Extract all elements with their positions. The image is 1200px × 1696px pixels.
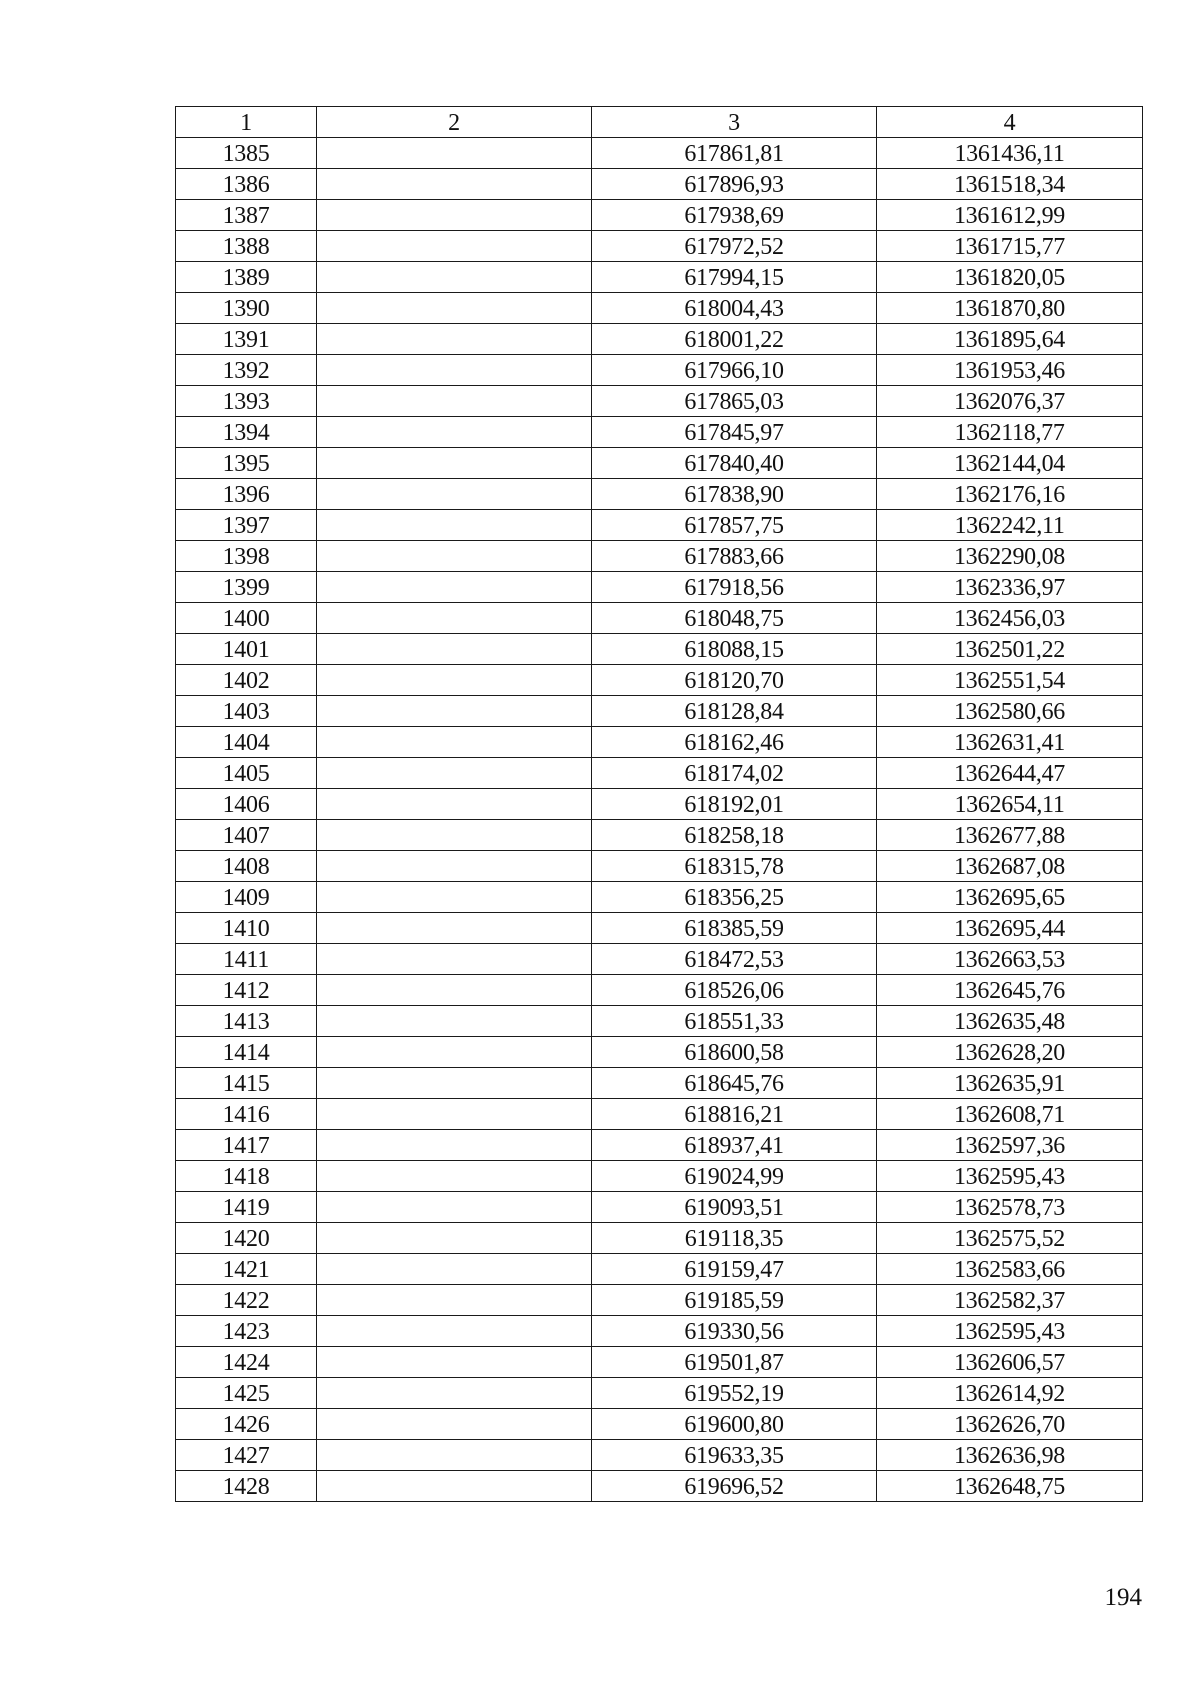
- table-cell-col-3: 619330,56: [592, 1316, 877, 1347]
- table-cell-col-3: 618315,78: [592, 851, 877, 882]
- table-cell-col-2: [317, 882, 592, 913]
- table-cell-col-1: 1426: [176, 1409, 317, 1440]
- table-cell-col-2: [317, 603, 592, 634]
- table-cell-col-3: 618162,46: [592, 727, 877, 758]
- table-cell-col-4: 1362695,65: [877, 882, 1143, 913]
- table-cell-col-1: 1410: [176, 913, 317, 944]
- table-cell-col-1: 1425: [176, 1378, 317, 1409]
- table-row: [176, 665, 1143, 696]
- table-cell-col-4: 1362501,22: [877, 634, 1143, 665]
- table-cell-col-3: 617861,81: [592, 138, 877, 169]
- table-cell-col-2: [317, 1161, 592, 1192]
- table-cell-col-4: 1362076,37: [877, 386, 1143, 417]
- table-cell-col-4: 1361953,46: [877, 355, 1143, 386]
- table-cell-col-4: 1362578,73: [877, 1192, 1143, 1223]
- table-cell-col-1: 1399: [176, 572, 317, 603]
- table-cell-col-3: 617883,66: [592, 541, 877, 572]
- table-cell-col-4: 1362654,11: [877, 789, 1143, 820]
- table-cell-col-2: [317, 944, 592, 975]
- table-cell-col-1: 1414: [176, 1037, 317, 1068]
- table-row: [176, 541, 1143, 572]
- table-cell-col-1: 1404: [176, 727, 317, 758]
- table-cell-col-3: 618120,70: [592, 665, 877, 696]
- table-cell-col-4: 1362583,66: [877, 1254, 1143, 1285]
- table-cell-col-3: 618174,02: [592, 758, 877, 789]
- table-cell-col-1: 1428: [176, 1471, 317, 1502]
- table-cell-col-2: [317, 541, 592, 572]
- table-cell-col-4: 1361715,77: [877, 231, 1143, 262]
- table-cell-col-4: 1362644,47: [877, 758, 1143, 789]
- table-cell-col-3: 619159,47: [592, 1254, 877, 1285]
- table-cell-col-2: [317, 231, 592, 262]
- table-cell-col-2: [317, 138, 592, 169]
- table-cell-col-3: 619024,99: [592, 1161, 877, 1192]
- table-cell-col-2: [317, 665, 592, 696]
- coordinates-table: [175, 106, 1143, 1502]
- table-cell-col-2: [317, 913, 592, 944]
- table-cell-col-3: 617857,75: [592, 510, 877, 541]
- table-row: [176, 169, 1143, 200]
- table-cell-col-4: 1362608,71: [877, 1099, 1143, 1130]
- table-body: [176, 107, 1143, 1502]
- table-row: [176, 448, 1143, 479]
- table-cell-col-3: 619501,87: [592, 1347, 877, 1378]
- table-cell-col-2: [317, 200, 592, 231]
- table-cell-col-3: 619600,80: [592, 1409, 877, 1440]
- table-cell-col-4: 1362336,97: [877, 572, 1143, 603]
- table-cell-col-3: 618816,21: [592, 1099, 877, 1130]
- table-cell-col-4: 1362597,36: [877, 1130, 1143, 1161]
- table-cell-col-2: [317, 696, 592, 727]
- table-cell-col-2: [317, 1285, 592, 1316]
- table-cell-col-4: 1362635,91: [877, 1068, 1143, 1099]
- table-cell-col-3: 617966,10: [592, 355, 877, 386]
- table-cell-col-3: 618048,75: [592, 603, 877, 634]
- table-cell-col-2: [317, 324, 592, 355]
- table-cell-col-2: [317, 1254, 592, 1285]
- table-cell-col-2: [317, 1223, 592, 1254]
- table-cell-col-4: 1362456,03: [877, 603, 1143, 634]
- table-row: [176, 696, 1143, 727]
- table-row: [176, 727, 1143, 758]
- table-cell-col-4: 1362631,41: [877, 727, 1143, 758]
- table-cell-col-3: 618472,53: [592, 944, 877, 975]
- table-cell-col-1: 1427: [176, 1440, 317, 1471]
- table-cell-col-4: 1362118,77: [877, 417, 1143, 448]
- table-cell-col-2: [317, 448, 592, 479]
- table-cell-col-2: [317, 634, 592, 665]
- table-cell-col-4: 1362663,53: [877, 944, 1143, 975]
- table-row: [176, 758, 1143, 789]
- table-row: [176, 572, 1143, 603]
- table-row: [176, 1316, 1143, 1347]
- table-cell-col-3: 619093,51: [592, 1192, 877, 1223]
- table-cell-col-1: 1397: [176, 510, 317, 541]
- table-row: [176, 944, 1143, 975]
- table-cell-col-2: [317, 975, 592, 1006]
- table-row: [176, 1006, 1143, 1037]
- table-cell-col-1: 1406: [176, 789, 317, 820]
- table-cell-col-1: 1393: [176, 386, 317, 417]
- table-cell-col-1: 1388: [176, 231, 317, 262]
- table-cell-col-3: 618526,06: [592, 975, 877, 1006]
- table-cell-col-2: [317, 417, 592, 448]
- table-cell-col-3: 617994,15: [592, 262, 877, 293]
- table-row: [176, 1161, 1143, 1192]
- table-cell-col-1: 1412: [176, 975, 317, 1006]
- table-cell-col-4: 1362144,04: [877, 448, 1143, 479]
- table-cell-col-2: [317, 1037, 592, 1068]
- table-cell-col-3: 619633,35: [592, 1440, 877, 1471]
- table-cell-col-3: 618645,76: [592, 1068, 877, 1099]
- table-row: [176, 1347, 1143, 1378]
- table-cell-col-2: [317, 851, 592, 882]
- table-row: [176, 510, 1143, 541]
- table-row: [176, 262, 1143, 293]
- table-cell-col-4: 1362635,48: [877, 1006, 1143, 1037]
- table-cell-col-2: [317, 1316, 592, 1347]
- table-cell-col-4: 1362551,54: [877, 665, 1143, 696]
- table-cell-col-3: 617896,93: [592, 169, 877, 200]
- table-cell-col-1: 1390: [176, 293, 317, 324]
- table-cell-col-3: 618128,84: [592, 696, 877, 727]
- table-cell-col-4: 1362595,43: [877, 1316, 1143, 1347]
- table-cell-col-4: 1362626,70: [877, 1409, 1143, 1440]
- table-row: [176, 1471, 1143, 1502]
- table-cell-col-2: [317, 820, 592, 851]
- table-header-row: [176, 107, 1143, 138]
- table-cell-col-3: 617972,52: [592, 231, 877, 262]
- table-row: [176, 417, 1143, 448]
- table-row: [176, 789, 1143, 820]
- table-cell-col-1: 1386: [176, 169, 317, 200]
- table-cell-col-1: 1411: [176, 944, 317, 975]
- table-cell-col-3: 618551,33: [592, 1006, 877, 1037]
- table-row: [176, 1037, 1143, 1068]
- table-cell-col-3: 619185,59: [592, 1285, 877, 1316]
- table-row: [176, 1130, 1143, 1161]
- table-cell-col-3: 618192,01: [592, 789, 877, 820]
- table-cell-col-2: [317, 169, 592, 200]
- table-cell-col-4: 1361612,99: [877, 200, 1143, 231]
- table-row: [176, 1254, 1143, 1285]
- table-cell-col-2: [317, 293, 592, 324]
- table-cell-col-2: [317, 1099, 592, 1130]
- table-cell-col-3: 617845,97: [592, 417, 877, 448]
- table-row: [176, 851, 1143, 882]
- table-cell-col-3: 618356,25: [592, 882, 877, 913]
- table-cell-col-3: 618258,18: [592, 820, 877, 851]
- table-row: [176, 1378, 1143, 1409]
- table-row: [176, 479, 1143, 510]
- table-cell-col-1: 1395: [176, 448, 317, 479]
- header-cell-col-1: 1: [176, 107, 317, 138]
- table-cell-col-3: 617865,03: [592, 386, 877, 417]
- table-row: [176, 1285, 1143, 1316]
- table-cell-col-2: [317, 1409, 592, 1440]
- table-row: [176, 231, 1143, 262]
- table-cell-col-1: 1408: [176, 851, 317, 882]
- table-cell-col-2: [317, 758, 592, 789]
- table-row: [176, 975, 1143, 1006]
- table-cell-col-3: 618088,15: [592, 634, 877, 665]
- table-cell-col-3: 618600,58: [592, 1037, 877, 1068]
- table-row: [176, 913, 1143, 944]
- table-cell-col-2: [317, 1068, 592, 1099]
- table-cell-col-1: 1422: [176, 1285, 317, 1316]
- table-cell-col-2: [317, 355, 592, 386]
- table-cell-col-3: 619552,19: [592, 1378, 877, 1409]
- table-cell-col-1: 1417: [176, 1130, 317, 1161]
- table-cell-col-3: 617838,90: [592, 479, 877, 510]
- table-cell-col-4: 1362677,88: [877, 820, 1143, 851]
- table-cell-col-3: 618385,59: [592, 913, 877, 944]
- table-cell-col-4: 1361518,34: [877, 169, 1143, 200]
- table-cell-col-3: 618937,41: [592, 1130, 877, 1161]
- table-row: [176, 603, 1143, 634]
- table-cell-col-2: [317, 1471, 592, 1502]
- table-cell-col-4: 1362242,11: [877, 510, 1143, 541]
- table-cell-col-2: [317, 727, 592, 758]
- table-cell-col-4: 1362614,92: [877, 1378, 1143, 1409]
- table-cell-col-1: 1402: [176, 665, 317, 696]
- table-cell-col-2: [317, 1378, 592, 1409]
- table-cell-col-4: 1362575,52: [877, 1223, 1143, 1254]
- table-row: [176, 324, 1143, 355]
- table-cell-col-1: 1385: [176, 138, 317, 169]
- table-cell-col-1: 1392: [176, 355, 317, 386]
- table-cell-col-4: 1362648,75: [877, 1471, 1143, 1502]
- table-cell-col-1: 1394: [176, 417, 317, 448]
- table-cell-col-2: [317, 1006, 592, 1037]
- table-cell-col-3: 618001,22: [592, 324, 877, 355]
- table-cell-col-4: 1362176,16: [877, 479, 1143, 510]
- table-row: [176, 200, 1143, 231]
- table-cell-col-1: 1424: [176, 1347, 317, 1378]
- table-cell-col-1: 1405: [176, 758, 317, 789]
- table-cell-col-2: [317, 572, 592, 603]
- table-cell-col-2: [317, 262, 592, 293]
- header-cell-col-4: 4: [877, 107, 1143, 138]
- table-cell-col-1: 1415: [176, 1068, 317, 1099]
- table-cell-col-1: 1396: [176, 479, 317, 510]
- table-cell-col-1: 1387: [176, 200, 317, 231]
- table-row: [176, 293, 1143, 324]
- table-cell-col-2: [317, 510, 592, 541]
- table-cell-col-1: 1398: [176, 541, 317, 572]
- table-cell-col-1: 1421: [176, 1254, 317, 1285]
- table-cell-col-3: 619118,35: [592, 1223, 877, 1254]
- table-cell-col-2: [317, 1347, 592, 1378]
- table-cell-col-4: 1361436,11: [877, 138, 1143, 169]
- table-cell-col-1: 1401: [176, 634, 317, 665]
- table-cell-col-1: 1403: [176, 696, 317, 727]
- table-cell-col-1: 1391: [176, 324, 317, 355]
- table-row: [176, 355, 1143, 386]
- table-row: [176, 1440, 1143, 1471]
- table-cell-col-2: [317, 479, 592, 510]
- table-cell-col-4: 1362695,44: [877, 913, 1143, 944]
- table-row: [176, 634, 1143, 665]
- table-cell-col-3: 618004,43: [592, 293, 877, 324]
- table-cell-col-3: 617938,69: [592, 200, 877, 231]
- table-row: [176, 882, 1143, 913]
- table-cell-col-4: 1362636,98: [877, 1440, 1143, 1471]
- table-cell-col-4: 1361895,64: [877, 324, 1143, 355]
- table-cell-col-4: 1362645,76: [877, 975, 1143, 1006]
- table-cell-col-1: 1423: [176, 1316, 317, 1347]
- table-cell-col-4: 1362582,37: [877, 1285, 1143, 1316]
- table-row: [176, 138, 1143, 169]
- table-cell-col-1: 1407: [176, 820, 317, 851]
- table-cell-col-4: 1361820,05: [877, 262, 1143, 293]
- table-cell-col-3: 619696,52: [592, 1471, 877, 1502]
- table-cell-col-1: 1416: [176, 1099, 317, 1130]
- table-cell-col-2: [317, 1440, 592, 1471]
- header-cell-col-2: 2: [317, 107, 592, 138]
- table-cell-col-3: 617840,40: [592, 448, 877, 479]
- table-row: [176, 386, 1143, 417]
- table-cell-col-1: 1418: [176, 1161, 317, 1192]
- table-row: [176, 1223, 1143, 1254]
- table-row: [176, 1068, 1143, 1099]
- table-cell-col-1: 1389: [176, 262, 317, 293]
- table-cell-col-2: [317, 1192, 592, 1223]
- table-cell-col-1: 1419: [176, 1192, 317, 1223]
- table-cell-col-4: 1361870,80: [877, 293, 1143, 324]
- table-row: [176, 1192, 1143, 1223]
- page-number: 194: [1104, 1584, 1142, 1611]
- table-cell-col-2: [317, 386, 592, 417]
- table-cell-col-4: 1362687,08: [877, 851, 1143, 882]
- table-cell-col-4: 1362290,08: [877, 541, 1143, 572]
- table-cell-col-4: 1362595,43: [877, 1161, 1143, 1192]
- header-cell-col-3: 3: [592, 107, 877, 138]
- table-cell-col-1: 1413: [176, 1006, 317, 1037]
- table-cell-col-4: 1362606,57: [877, 1347, 1143, 1378]
- table-cell-col-3: 617918,56: [592, 572, 877, 603]
- table-cell-col-1: 1420: [176, 1223, 317, 1254]
- table-cell-col-1: 1400: [176, 603, 317, 634]
- table-row: [176, 1409, 1143, 1440]
- table-cell-col-4: 1362580,66: [877, 696, 1143, 727]
- table-cell-col-4: 1362628,20: [877, 1037, 1143, 1068]
- table-row: [176, 820, 1143, 851]
- table-cell-col-2: [317, 1130, 592, 1161]
- table-cell-col-1: 1409: [176, 882, 317, 913]
- table-cell-col-2: [317, 789, 592, 820]
- table-row: [176, 1099, 1143, 1130]
